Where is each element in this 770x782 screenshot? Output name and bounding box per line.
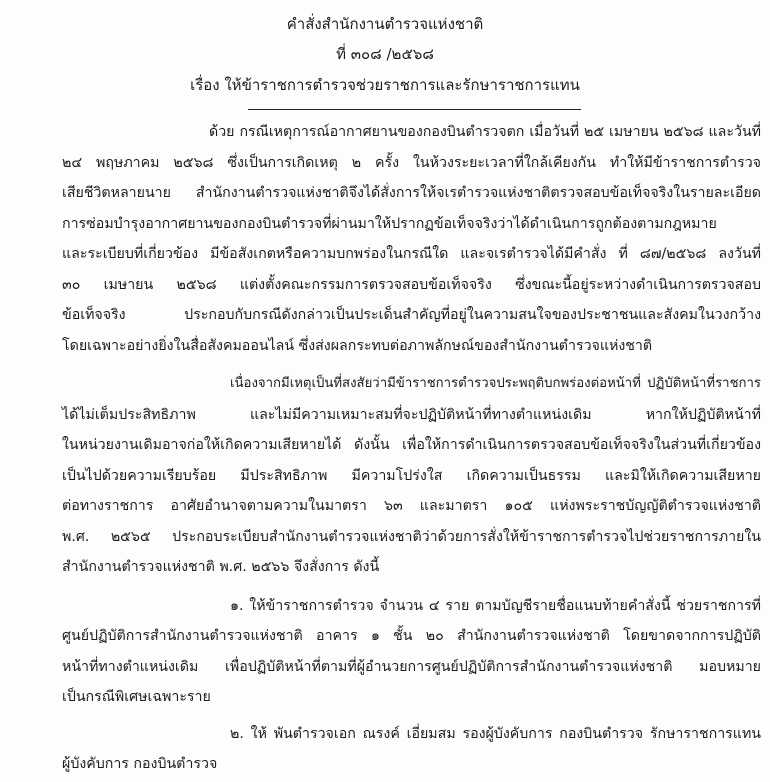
paragraph-1-line: โดยเฉพาะอย่างยิ่งในสื่อสังคมออนไลน์ ซึ่งส่งผลกระทบต่อภาพลักษณ์ของสำนักงานตำรวจแห่งชาติ bbox=[62, 337, 653, 354]
item-1-line: เป็นกรณีพิเศษเฉพาะราย bbox=[62, 689, 211, 705]
paragraph-2-line: ต่อทางราชการ อาศัยอำนาจตามความในมาตรา ๖๓ และมาตรา ๑๐๕ แห่งพระราชบัญญัติตำรวจแห่งชาติ bbox=[62, 498, 761, 514]
item-1-line: ศูนย์ปฏิบัติการสำนักงานตำรวจแห่งชาติ อาคาร ๑ ชั้น ๒๐ สำนักงานตำรวจแห่งชาติ โดยขาดจากการปฏิบัติ bbox=[62, 628, 761, 644]
item-2-line: ๒. ให้ พันตำรวจเอก ณรงค์ เอี่ยมสม รองผู้บังคับการ กองบินตำรวจ รักษาราชการแทน bbox=[230, 725, 761, 742]
paragraph-1-line: เสียชีวิตหลายนาย สำนักงานตำรวจแห่งชาติจึงได้สั่งการให้จเรตำรวจแห่งชาติตรวจสอบข้อเท็จจริงในรายละเอียด bbox=[62, 185, 761, 201]
order-title: คำสั่งสำนักงานตำรวจแห่งชาติ bbox=[286, 15, 484, 33]
item-2-line: ผู้บังคับการ กองบินตำรวจ bbox=[62, 756, 218, 772]
paragraph-2-line: เป็นไปด้วยความเรียบร้อย มีประสิทธิภาพ มีความโปร่งใส เกิดความเป็นธรรม และมิให้เกิดความเสียหาย bbox=[62, 467, 761, 484]
paragraph-1-line: การซ่อมบำรุงอากาศยานของกองบินตำรวจที่ผ่านมาให้ปรากฏข้อเท็จจริงว่าได้ดำเนินการถูกต้องตามกฎหมาย bbox=[62, 215, 717, 232]
item-1-line: ๑. ให้ข้าราชการตำรวจ จำนวน ๔ ราย ตามบัญชีรายชื่อแนบท้ายคำสั่งนี้ ช่วยราชการที่ bbox=[230, 597, 761, 614]
order-number: ที่ ๓๐๘ /๒๕๖๘ bbox=[336, 45, 434, 63]
paragraph-1-line: ๒๔ พฤษภาคม ๒๕๖๘ ซึ่งเป็นการเกิดเหตุ ๒ ครั้ง ในห้วงระยะเวลาที่ใกล้เคียงกัน ทำให้มีข้าราชการตำรวจ bbox=[62, 154, 761, 171]
item-1-line: หน้าที่ทางตำแหน่งเดิม เพื่อปฏิบัติหน้าที่ตามที่ผู้อำนวยการศูนย์ปฏิบัติการสำนักงานตำรวจแห่งชาติ มอบหมาย bbox=[62, 658, 761, 675]
paragraph-2-line: ได้ไม่เต็มประสิทธิภาพ และไม่มีความเหมาะสมที่จะปฏิบัติหน้าที่ทางตำแหน่งเดิม หากให้ปฏิบัติหน้าที่ bbox=[62, 406, 761, 423]
paragraph-1-line: ด้วย กรณีเหตุการณ์อากาศยานของกองบินตำรวจตก เมื่อวันที่ ๒๕ เมษายน ๒๕๖๘ และวันที่ bbox=[209, 124, 761, 140]
header-divider bbox=[248, 109, 581, 110]
paragraph-2-line: สำนักงานตำรวจแห่งชาติ พ.ศ. ๒๕๖๖ จึงสั่งการ ดังนี้ bbox=[62, 559, 380, 575]
paragraph-1-line: ข้อเท็จจริง ประกอบกับกรณีดังกล่าวเป็นประเด็นสำคัญที่อยู่ในความสนใจของประชาชนและสังคมในวงกว้าง bbox=[62, 307, 761, 323]
paragraph-2-line: ในหน่วยงานเดิมอาจก่อให้เกิดความเสียหายได้ ดังนั้น เพื่อให้การดำเนินการตรวจสอบข้อเท็จจริงในส่วนที่เกี่ยวข้อง bbox=[62, 437, 761, 453]
order-subject: เรื่อง ให้ข้าราชการตำรวจช่วยราชการและรักษาราชการแทน bbox=[190, 76, 580, 94]
paragraph-2-line: พ.ศ. ๒๕๖๕ ประกอบระเบียบสำนักงานตำรวจแห่งชาติว่าด้วยการสั่งให้ข้าราชการตำรวจไปช่วยราชการภายใน bbox=[62, 528, 761, 545]
paragraph-2-line: เนื่องจากมีเหตุเป็นที่สงสัยว่ามีข้าราชการตำรวจประพฤติบกพร่องต่อหน้าที่ ปฏิบัติหน้าที่ราชการ bbox=[230, 376, 761, 391]
paragraph-1-line: ๓๐ เมษายน ๒๕๖๘ แต่งตั้งคณะกรรมการตรวจสอบข้อเท็จจริง ซึ่งขณะนี้อยู่ระหว่างดำเนินการตรวจสอบ bbox=[62, 276, 761, 293]
paragraph-1-line: และระเบียบที่เกี่ยวข้อง มีข้อสังเกตหรือความบกพร่องในกรณีใด และจเรตำรวจได้มีคำสั่ง ที่ ๘๗/๒๕๖๘ ลงวันที่ bbox=[62, 246, 761, 262]
